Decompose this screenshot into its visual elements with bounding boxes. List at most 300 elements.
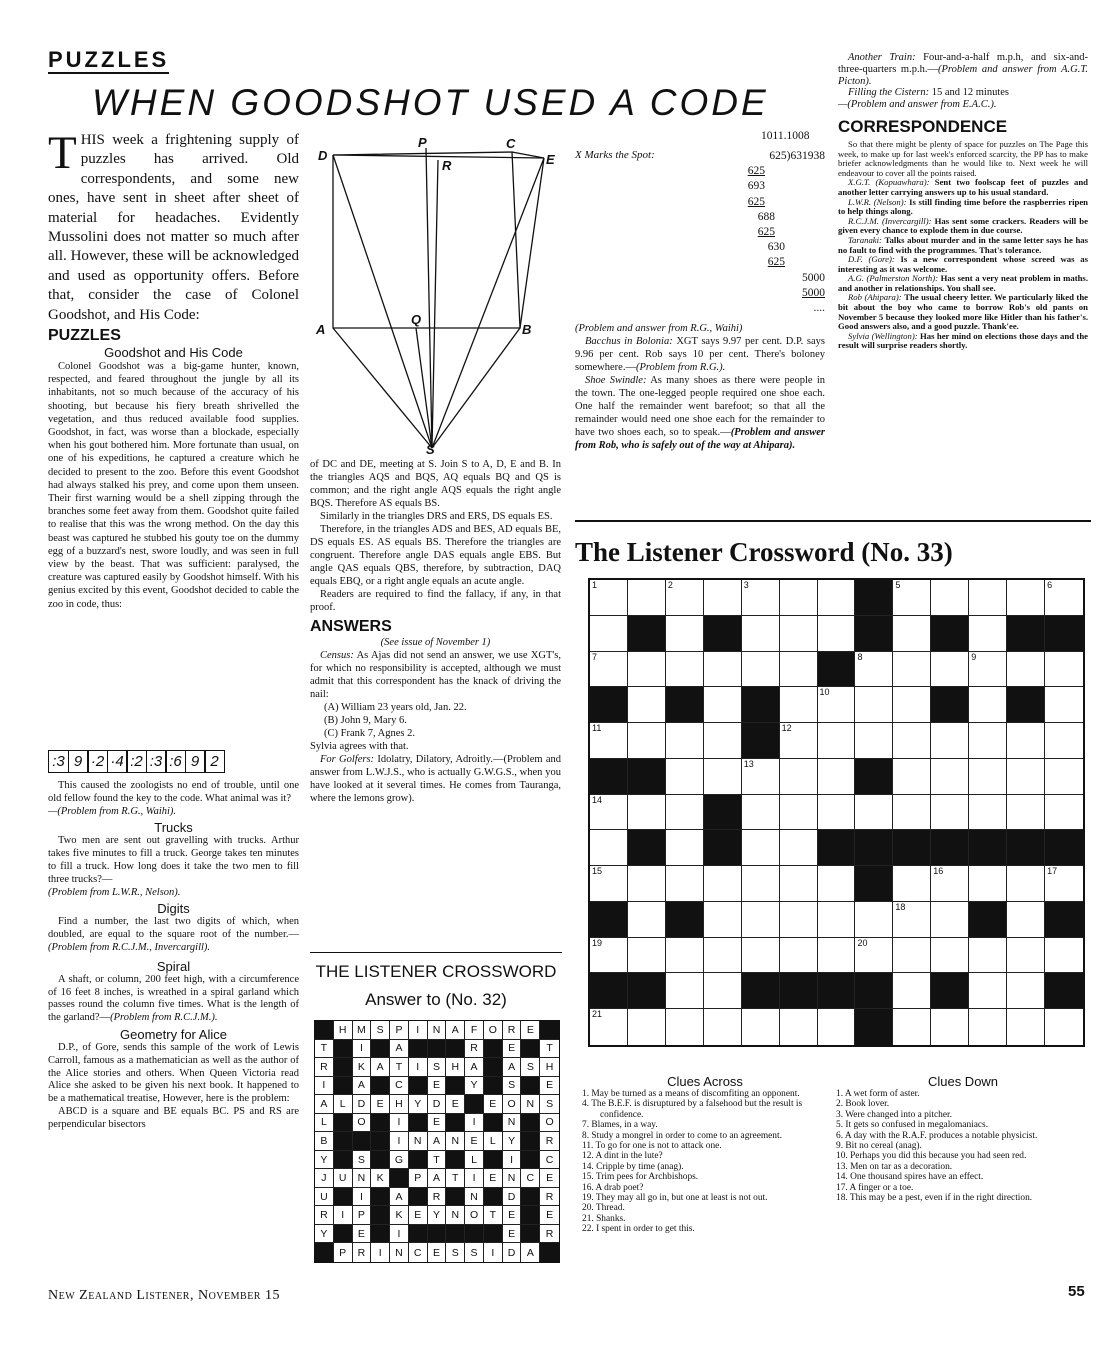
diagram-label-b: B xyxy=(522,322,532,337)
division-line: 625 xyxy=(757,226,775,239)
answer-cell: T xyxy=(540,1040,559,1059)
crossword-cell[interactable] xyxy=(818,866,856,902)
crossword-cell[interactable] xyxy=(666,795,704,831)
clue-number: 20 xyxy=(857,937,868,948)
clue-number: 5 xyxy=(895,580,901,590)
clue-item: 21. Shanks. xyxy=(582,1213,626,1224)
answer-cell: T xyxy=(428,1151,447,1170)
correspondence-letter: L.W.R. (Nelson): Is still finding time before the raspberries ripen to help things along. xyxy=(838,196,1089,217)
division-line: 630 xyxy=(767,241,785,254)
answer-cell: O xyxy=(465,1206,484,1225)
code-symbol: 9 xyxy=(68,750,89,773)
answer-cell: P xyxy=(409,1169,428,1188)
crossword-cell[interactable] xyxy=(742,795,780,831)
crossword-cell[interactable] xyxy=(590,616,628,652)
crossword-black-cell xyxy=(1045,973,1083,1009)
crossword-cell[interactable] xyxy=(704,973,742,1009)
clues-down-heading: Clues Down xyxy=(927,1074,999,1089)
answer-cell: N xyxy=(521,1095,540,1114)
crossword-cell[interactable] xyxy=(893,687,931,723)
code-message xyxy=(48,750,299,774)
shoe-answer: Shoe Swindle: As many shoes as there were people in the town. The one-legged people required one shoe each. One half the remainder went barefoot; so that all the remainder would need one shoe each for the remainder to have two shoes each, so to speak.—(Problem and answer from Rob, who is safely out of the way at Ahipara). xyxy=(575,375,825,451)
crossword-cell[interactable] xyxy=(931,759,969,795)
crossword-black-cell xyxy=(1007,616,1045,652)
crossword-black-cell xyxy=(855,866,893,902)
crossword-cell[interactable] xyxy=(1007,866,1045,902)
crossword-cell[interactable] xyxy=(628,580,666,616)
crossword-cell[interactable] xyxy=(855,938,893,974)
crossword-cell[interactable] xyxy=(818,938,856,974)
crossword-cell[interactable] xyxy=(742,866,780,902)
crossword-cell[interactable] xyxy=(780,687,818,723)
answer-cell: N xyxy=(446,1132,465,1151)
answer-cell: T xyxy=(484,1206,503,1225)
crossword-black-cell xyxy=(855,759,893,795)
clue-item: 10. Perhaps you did this because you had seen red. xyxy=(836,1151,1027,1162)
answer-cell: N xyxy=(390,1243,409,1262)
answer-cell: F xyxy=(465,1021,484,1040)
answer-cell: E xyxy=(446,1095,465,1114)
answer-black-cell xyxy=(521,1132,540,1151)
crossword-cell[interactable] xyxy=(666,652,704,688)
answer-cell: I xyxy=(409,1021,428,1040)
answer-cell: A xyxy=(465,1058,484,1077)
crossword-cell[interactable] xyxy=(742,1009,780,1045)
answer-cell: C xyxy=(409,1243,428,1262)
crossword-cell[interactable] xyxy=(855,902,893,938)
crossword-cell[interactable] xyxy=(590,795,628,831)
proof-3: Therefore, in the triangles ADS and BES, AD equals BE, DS equals ES. AS equals BS. Therefore the triangles are congruent. Therefore angle DAS equals angle EBS. But angle QAS equals QBS, therefore, by subtraction, DAQ equals EBQ, or a right angle equals an acute angle. xyxy=(310,524,561,587)
answer-black-cell xyxy=(315,1243,334,1262)
crossword-cell[interactable] xyxy=(893,973,931,1009)
crossword-cell[interactable] xyxy=(931,866,969,902)
crossword-cell[interactable] xyxy=(1045,795,1083,831)
clues-down xyxy=(836,1074,1090,1203)
crossword-cell[interactable] xyxy=(666,580,704,616)
diagram-label-r: R xyxy=(442,158,452,173)
crossword-cell[interactable] xyxy=(590,723,628,759)
crossword-cell[interactable] xyxy=(704,580,742,616)
code-question: This caused the zoologists no end of trouble, until one old fellow found the key to the code. What animal was it? —(Problem from R.G., Waihi). xyxy=(48,780,299,817)
crossword-cell[interactable] xyxy=(628,687,666,723)
crossword-cell[interactable] xyxy=(704,902,742,938)
crossword-cell[interactable] xyxy=(628,795,666,831)
answer-cell: I xyxy=(315,1077,334,1096)
crossword-cell[interactable] xyxy=(1045,652,1083,688)
crossword-cell[interactable] xyxy=(855,652,893,688)
crossword-cell[interactable] xyxy=(893,938,931,974)
clue-number: 6 xyxy=(1047,580,1053,590)
crossword-black-cell xyxy=(818,830,856,866)
answer-cell: J xyxy=(315,1169,334,1188)
crossword-cell[interactable] xyxy=(742,938,780,974)
crossword-cell[interactable] xyxy=(780,616,818,652)
answer-cell: I xyxy=(465,1169,484,1188)
crossword-cell[interactable] xyxy=(742,652,780,688)
answer-cell: R xyxy=(315,1058,334,1077)
crossword-cell[interactable] xyxy=(931,902,969,938)
division-quotient: 1011.1008 xyxy=(761,130,810,142)
crossword-cell[interactable] xyxy=(1007,1009,1045,1045)
crossword-cell[interactable] xyxy=(666,938,704,974)
answer-cell: I xyxy=(465,1114,484,1133)
answer-cell: Y xyxy=(428,1206,447,1225)
code-symbol: :3 xyxy=(48,750,69,773)
answer-cell: I xyxy=(390,1225,409,1244)
answer-black-cell xyxy=(484,1077,503,1096)
crossword-cell[interactable] xyxy=(818,687,856,723)
answer-cell: T xyxy=(446,1169,465,1188)
spiral-text: A shaft, or column, 200 feet high, with a circumference of 16 feet 8 inches, is wreathed in a spiral garland which passes round the column five times. What is the length of the garland?—(Problem from R.C.J.M.). xyxy=(48,973,299,1024)
crossword-cell[interactable] xyxy=(590,1009,628,1045)
answer-black-cell xyxy=(521,1225,540,1244)
crossword-cell[interactable] xyxy=(742,830,780,866)
answer-cell: E xyxy=(540,1206,559,1225)
crossword-cell[interactable] xyxy=(780,652,818,688)
answer-cell: N xyxy=(503,1114,522,1133)
crossword-black-cell xyxy=(931,616,969,652)
answer-cell: C xyxy=(521,1169,540,1188)
crossword-cell[interactable] xyxy=(742,580,780,616)
answer-black-cell xyxy=(540,1243,559,1262)
answer-cell: S xyxy=(446,1243,465,1262)
answer-cell: R xyxy=(540,1188,559,1207)
crossword-black-cell xyxy=(590,759,628,795)
answer-black-cell xyxy=(334,1114,353,1133)
division-line: .... xyxy=(813,302,825,315)
answer-cell: D xyxy=(428,1095,447,1114)
crossword-cell[interactable] xyxy=(969,973,1007,1009)
answer-black-cell xyxy=(521,1040,540,1059)
crossword-cell[interactable] xyxy=(628,1009,666,1045)
crossword-cell[interactable] xyxy=(931,580,969,616)
clue-item: 1. May be turned as a means of discomfiting an opponent. xyxy=(582,1089,800,1099)
answer-cell: I xyxy=(334,1206,353,1225)
clues-across-heading: Clues Across xyxy=(667,1074,743,1089)
crossword-cell[interactable] xyxy=(818,759,856,795)
clue-number: 21 xyxy=(592,1009,603,1020)
crossword-cell[interactable] xyxy=(931,938,969,974)
page-number: 55 xyxy=(1068,1283,1085,1300)
answer-black-cell xyxy=(446,1225,465,1244)
crossword-cell[interactable] xyxy=(893,1009,931,1045)
crossword-cell[interactable] xyxy=(969,723,1007,759)
crossword-cell[interactable] xyxy=(780,830,818,866)
crossword-cell[interactable] xyxy=(780,938,818,974)
crossword-cell[interactable] xyxy=(818,616,856,652)
clue-item: 16. A drab poet? xyxy=(582,1182,644,1193)
answer-black-cell xyxy=(446,1151,465,1170)
crossword-cell[interactable] xyxy=(704,652,742,688)
answer-cell: E xyxy=(465,1132,484,1151)
crossword-cell[interactable] xyxy=(742,902,780,938)
crossword-black-cell xyxy=(855,580,893,616)
crossword-cell[interactable] xyxy=(931,795,969,831)
crossword-cell[interactable] xyxy=(704,866,742,902)
answer-cell: N xyxy=(353,1169,372,1188)
train-answer: Another Train: Four-and-a-half m.p.h, and six-and-three-quarters m.p.h.—(Problem and answer from A.G.T. Picton). xyxy=(838,52,1089,87)
answer-black-cell xyxy=(446,1114,465,1133)
clue-item: 20. Thread. xyxy=(582,1203,625,1214)
clue-number: 14 xyxy=(592,794,603,805)
clue-item: 19. They may all go in, but one at least is not out. xyxy=(582,1193,768,1204)
x-marks-label: X Marks the Spot: xyxy=(575,149,655,161)
crossword-cell[interactable] xyxy=(780,1009,818,1045)
answer-black-cell xyxy=(428,1040,447,1059)
crossword-cell[interactable] xyxy=(590,938,628,974)
crossword-cell[interactable] xyxy=(666,866,704,902)
crossword-cell[interactable] xyxy=(1045,687,1083,723)
clue-number: 7 xyxy=(592,651,598,662)
clue-number: 13 xyxy=(743,758,754,769)
column-1 xyxy=(48,327,299,611)
crossword-cell[interactable] xyxy=(1007,759,1045,795)
answer-cell: S xyxy=(353,1151,372,1170)
clue-item: 6. A day with the R.A.F. produces a notable physicist. xyxy=(836,1130,1038,1141)
answer-black-cell xyxy=(521,1206,540,1225)
crossword-cell[interactable] xyxy=(1045,938,1083,974)
answer-cell: E xyxy=(371,1095,390,1114)
crossword-cell[interactable] xyxy=(818,902,856,938)
crossword-cell[interactable] xyxy=(818,580,856,616)
crossword-cell[interactable] xyxy=(780,759,818,795)
crossword-cell[interactable] xyxy=(704,938,742,974)
crossword-black-cell xyxy=(931,973,969,1009)
answer-black-cell xyxy=(446,1188,465,1207)
crossword-cell[interactable] xyxy=(590,830,628,866)
diagram-label-q: Q xyxy=(411,312,422,327)
answer-black-cell xyxy=(315,1021,334,1040)
crossword-cell[interactable] xyxy=(1045,580,1083,616)
crossword-cell[interactable] xyxy=(590,866,628,902)
answer-cell: D xyxy=(503,1188,522,1207)
crossword-cell[interactable] xyxy=(666,973,704,1009)
crossword-cell[interactable] xyxy=(628,938,666,974)
answer-black-cell xyxy=(409,1040,428,1059)
crossword-cell[interactable] xyxy=(742,616,780,652)
crossword-cell[interactable] xyxy=(1045,866,1083,902)
crossword-cell[interactable] xyxy=(780,902,818,938)
crossword-cell[interactable] xyxy=(1045,723,1083,759)
crossword-cell[interactable] xyxy=(628,866,666,902)
crossword-cell[interactable] xyxy=(855,723,893,759)
crossword-cell[interactable] xyxy=(855,795,893,831)
crossword-cell[interactable] xyxy=(931,1009,969,1045)
code-symbol: ·4 xyxy=(107,750,128,773)
crossword-black-cell xyxy=(1007,687,1045,723)
crossword-black-cell xyxy=(742,687,780,723)
crossword-cell[interactable] xyxy=(893,759,931,795)
crossword-cell[interactable] xyxy=(666,1009,704,1045)
crossword-cell[interactable] xyxy=(742,759,780,795)
crossword-cell[interactable] xyxy=(969,687,1007,723)
answer-black-cell xyxy=(353,1132,372,1151)
crossword-cell[interactable] xyxy=(893,652,931,688)
crossword-cell[interactable] xyxy=(855,687,893,723)
crossword-black-cell xyxy=(855,973,893,1009)
crossword-black-cell xyxy=(855,616,893,652)
crossword-cell[interactable] xyxy=(704,687,742,723)
crossword-cell[interactable] xyxy=(1007,902,1045,938)
answer-cell: E xyxy=(409,1206,428,1225)
crossword-cell[interactable] xyxy=(666,830,704,866)
goodshot-text: Colonel Goodshot was a big-game hunter, known, respected, and feared throughout the jungle by all its inhabitants, not so much because of the accuracy of his shooting, but because his fiery breath shrivelled the vegetation, and thus reduced available food supplies. Goodshot, in fact, was worse than a blockade, especially when his gout bothered him. More fortunate than usual, on one of his expeditions, he captured a creature which he decided to present to the zoo. Before this event Goodshot had always stalked his prey, and come upon them unseen. Their first warning would be a shell zipping through the branches some feet away from them. Goodshot quite failed to realise that this was the wrong method. On the day this beast was captured he stubbed his gouty toe on the dummy egg of a buzzard's nest, swore loudly, and was seen in full view by the beast. That was sufficient: paralysed, the creature was captured easily by Goodshot himself. With his genius excited by this event, Goodshot decided to cable the zoo in code, thus: xyxy=(48,361,299,610)
crossword-cell[interactable] xyxy=(1007,938,1045,974)
crossword-cell[interactable] xyxy=(704,723,742,759)
crossword-black-cell xyxy=(1007,830,1045,866)
answer-black-cell xyxy=(409,1114,428,1133)
answer-cell: G xyxy=(390,1151,409,1170)
answer-cell: Y xyxy=(409,1095,428,1114)
crossword-cell[interactable] xyxy=(590,652,628,688)
crossword-black-cell xyxy=(704,616,742,652)
answer-black-cell xyxy=(521,1188,540,1207)
crossword-cell[interactable] xyxy=(1007,580,1045,616)
crossword-cell[interactable] xyxy=(1007,973,1045,1009)
crossword-cell[interactable] xyxy=(1045,759,1083,795)
crossword-cell[interactable] xyxy=(780,795,818,831)
crossword-cell[interactable] xyxy=(628,902,666,938)
answer-cell: P xyxy=(390,1021,409,1040)
crossword-cell[interactable] xyxy=(893,723,931,759)
answer-cell: U xyxy=(334,1169,353,1188)
answer-black-cell xyxy=(334,1151,353,1170)
clue-item: 5. It gets so confused in megalomaniacs. xyxy=(836,1120,989,1131)
answer-black-cell xyxy=(334,1225,353,1244)
crossword-cell[interactable] xyxy=(969,795,1007,831)
answer-cell: A xyxy=(428,1169,447,1188)
crossword-black-cell xyxy=(628,973,666,1009)
division-line: 625 xyxy=(747,165,765,178)
crossword-cell[interactable] xyxy=(628,652,666,688)
division-line: 693 xyxy=(747,180,765,193)
crossword-cell[interactable] xyxy=(969,580,1007,616)
code-symbol: 9 xyxy=(185,750,206,773)
crossword-cell[interactable] xyxy=(893,580,931,616)
trucks-text: Two men are sent out gravelling with trucks. Arthur takes five minutes to fill a truck. George takes ten minutes to fill a truck. How long does it take the two men to fill three trucks?— (Problem from L.W.R., Nelson). xyxy=(48,835,299,898)
correspondence-letter: Sylvia (Wellington): Has her mind on elections those days and the result will surprise readers shortly. xyxy=(838,330,1089,351)
crossword-cell[interactable] xyxy=(1007,795,1045,831)
crossword-cell[interactable] xyxy=(666,723,704,759)
crossword-cell[interactable] xyxy=(818,1009,856,1045)
crossword-cell[interactable] xyxy=(969,866,1007,902)
clue-number: 1 xyxy=(592,580,598,590)
clue-number: 10 xyxy=(819,687,830,698)
crossword-cell[interactable] xyxy=(1045,1009,1083,1045)
answers-heading: ANSWERS xyxy=(310,618,392,635)
crossword-cell[interactable] xyxy=(704,1009,742,1045)
answer-black-cell xyxy=(334,1058,353,1077)
clue-number: 17 xyxy=(1047,866,1058,877)
crossword-cell[interactable] xyxy=(969,616,1007,652)
crossword-cell[interactable] xyxy=(893,866,931,902)
diagram-label-d: D xyxy=(318,148,328,163)
crossword-black-cell xyxy=(628,830,666,866)
answer-cell: E xyxy=(428,1243,447,1262)
crossword-black-cell xyxy=(590,687,628,723)
answer-cell: U xyxy=(315,1188,334,1207)
answer-cell: R xyxy=(465,1040,484,1059)
crossword-cell[interactable] xyxy=(628,723,666,759)
answer-black-cell xyxy=(371,1188,390,1207)
census-end: Sylvia agrees with that. xyxy=(310,741,409,752)
crossword-cell[interactable] xyxy=(969,938,1007,974)
answer-cell: P xyxy=(353,1206,372,1225)
crossword-black-cell xyxy=(931,687,969,723)
clue-number: 12 xyxy=(781,723,792,734)
crossword-cell[interactable] xyxy=(818,795,856,831)
diagram-label-c: C xyxy=(506,136,516,151)
crossword-cell[interactable] xyxy=(969,652,1007,688)
crossword-cell[interactable] xyxy=(780,723,818,759)
clue-number: 9 xyxy=(971,651,977,662)
diagram-label-a: A xyxy=(316,322,326,337)
answer-black-cell xyxy=(484,1040,503,1059)
division-line: 5000 xyxy=(802,286,825,299)
proof-1: of DC and DE, meeting at S. Join S to A, D, E and B. In the triangles AQS and BQS, AQ equals BQ and QS is common; and the right angle AQS equals the right angle BQS. Therefore AS equals BS. xyxy=(310,459,561,509)
crossword-cell[interactable] xyxy=(893,616,931,652)
crossword-cell[interactable] xyxy=(780,580,818,616)
spiral-title: Spiral xyxy=(156,958,191,974)
answer-black-cell xyxy=(371,1114,390,1133)
answer-grid xyxy=(314,1020,560,1263)
correspondence-letter: D.F. (Gore): Is a new correspondent whose screed was as interesting as it was welcome. xyxy=(838,254,1088,274)
crossword-cell[interactable] xyxy=(893,902,931,938)
answer-cell: S xyxy=(521,1058,540,1077)
answer-black-cell xyxy=(371,1225,390,1244)
answer-cell: O xyxy=(353,1114,372,1133)
answer-cell: I xyxy=(390,1132,409,1151)
crossword-black-cell xyxy=(931,830,969,866)
answer-cell: A xyxy=(315,1095,334,1114)
crossword-cell[interactable] xyxy=(818,723,856,759)
answer-cell: E xyxy=(521,1021,540,1040)
crossword-cell[interactable] xyxy=(780,866,818,902)
answer-cell: I xyxy=(353,1188,372,1207)
crossword-cell[interactable] xyxy=(666,616,704,652)
clue-number: 15 xyxy=(592,866,603,877)
answer-cell: E xyxy=(503,1206,522,1225)
answer-cell: N xyxy=(428,1021,447,1040)
answer-black-cell xyxy=(371,1151,390,1170)
x-marks-credit: (Problem and answer from R.G., Waihi) xyxy=(575,323,743,334)
geometry-diagram xyxy=(308,130,570,455)
crossword-cell[interactable] xyxy=(1007,652,1045,688)
clues-down-list xyxy=(836,1089,1090,1203)
crossword-cell[interactable] xyxy=(931,652,969,688)
crossword-cell[interactable] xyxy=(666,759,704,795)
answer-black-cell xyxy=(334,1188,353,1207)
crossword-black-cell xyxy=(666,687,704,723)
division-line: 5000 xyxy=(802,271,825,284)
crossword-cell[interactable] xyxy=(969,1009,1007,1045)
crossword-cell[interactable] xyxy=(969,759,1007,795)
crossword-cell[interactable] xyxy=(704,759,742,795)
answer-cell: S xyxy=(503,1077,522,1096)
crossword-cell[interactable] xyxy=(893,795,931,831)
crossword-black-cell xyxy=(855,1009,893,1045)
crossword-black-cell xyxy=(818,973,856,1009)
answer-cell: I xyxy=(503,1151,522,1170)
crossword-cell[interactable] xyxy=(1007,723,1045,759)
answer-cell: N xyxy=(446,1206,465,1225)
proof-4: Readers are required to find the fallacy, if any, in that proof. xyxy=(310,589,561,613)
answer-cell: I xyxy=(409,1058,428,1077)
crossword-cell[interactable] xyxy=(590,580,628,616)
crossword-cell[interactable] xyxy=(931,723,969,759)
answer-black-cell xyxy=(409,1225,428,1244)
column-4 xyxy=(838,52,1088,351)
